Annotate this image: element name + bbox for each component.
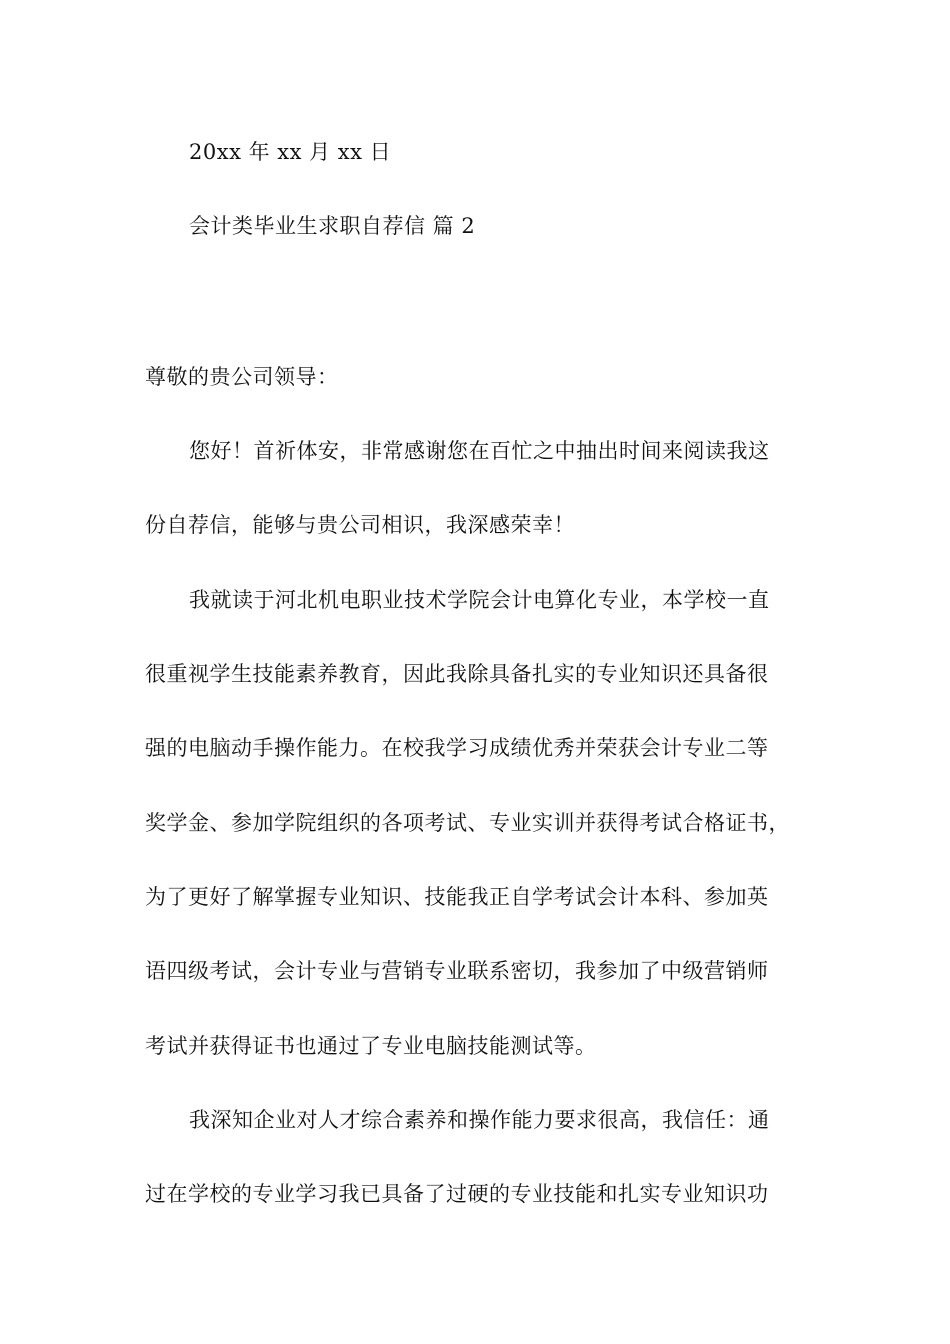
body-line-4: 很重视学生技能素养教育，因此我除具备扎实的专业知识还具备很 [145, 662, 769, 686]
date-line: 20xx 年 xx 月 xx 日 [189, 140, 392, 164]
body-line-11: 过在学校的专业学习我已具备了过硬的专业技能和扎实专业知识功 [145, 1182, 769, 1206]
body-line-8: 语四级考试，会计专业与营销专业联系密切，我参加了中级营销师 [145, 959, 769, 983]
body-line-9: 考试并获得证书也通过了专业电脑技能测试等。 [145, 1034, 597, 1058]
body-line-2: 份自荐信，能够与贵公司相识，我深感荣幸！ [145, 513, 575, 537]
body-line-6: 奖学金、参加学院组织的各项考试、专业实训并获得考试合格证书， [145, 811, 790, 835]
body-line-7: 为了更好了解掌握专业知识、技能我正自学考试会计本科、参加英 [145, 885, 769, 909]
salutation: 尊敬的贵公司领导： [145, 365, 339, 389]
body-line-3: 我就读于河北机电职业技术学院会计电算化专业，本学校一直 [189, 588, 770, 612]
body-line-5: 强的电脑动手操作能力。在校我学习成绩优秀并荣获会计专业二等 [145, 736, 769, 760]
section-heading: 会计类毕业生求职自荐信 篇 2 [189, 214, 476, 238]
body-line-1: 您好！首祈体安，非常感谢您在百忙之中抽出时间来阅读我这 [189, 439, 770, 463]
body-line-10: 我深知企业对人才综合素养和操作能力要求很高，我信任：通 [189, 1108, 770, 1132]
